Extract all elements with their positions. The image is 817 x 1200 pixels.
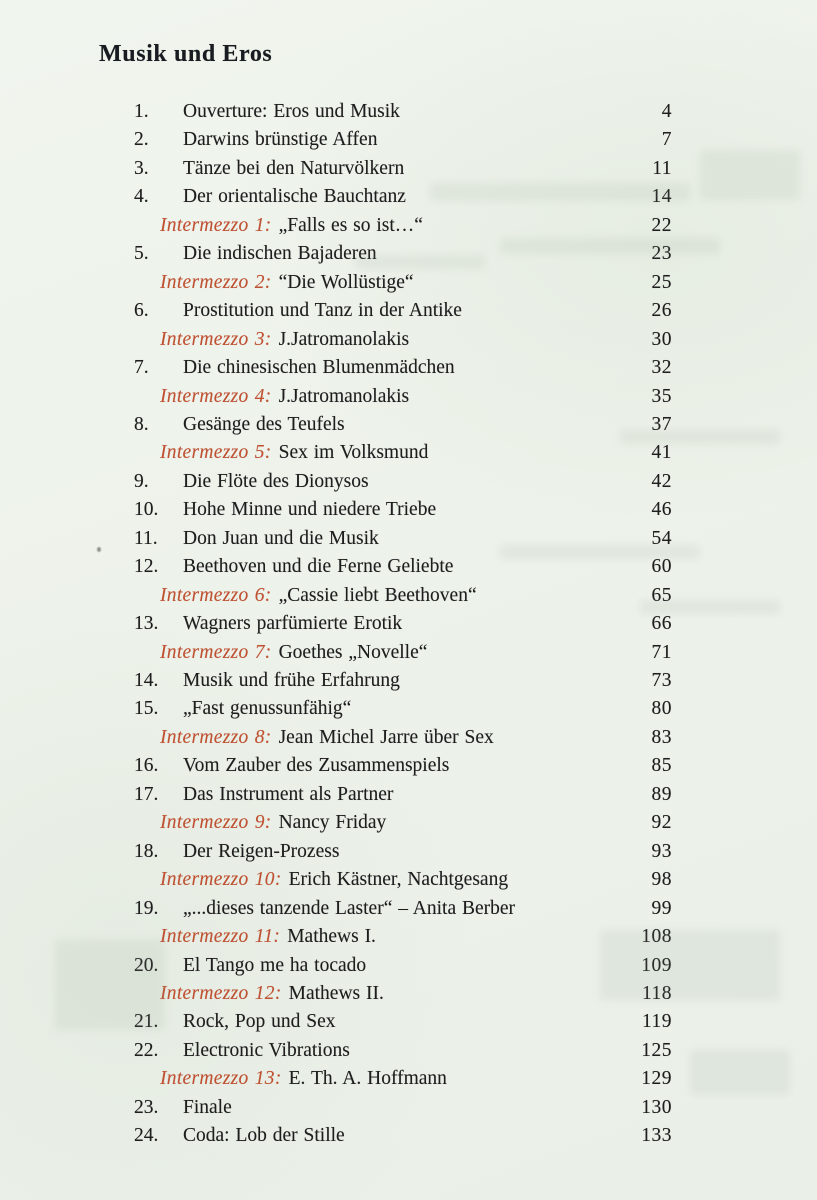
toc-chapter-row <box>0 667 817 695</box>
chapter-title: Der orientalische Bauchtanz <box>183 186 406 208</box>
chapter-number: 9. <box>134 470 149 492</box>
intermezzo-label: Intermezzo 11: <box>160 926 281 948</box>
toc-chapter-row <box>0 525 817 553</box>
chapter-number: 21. <box>134 1011 159 1033</box>
toc-intermezzo-row <box>0 269 817 297</box>
intermezzo-entry <box>160 866 508 894</box>
chapter-title: Vom Zauber des Zusammenspiels <box>183 755 450 777</box>
page-number: 85 <box>651 755 672 777</box>
page-number: 7 <box>661 129 672 151</box>
page-number: 32 <box>651 357 672 379</box>
toc-chapter-row <box>0 695 817 723</box>
chapter-number: 7. <box>134 357 149 379</box>
page-number: 119 <box>641 1011 672 1033</box>
chapter-title: Musik und frühe Erfahrung <box>183 670 400 691</box>
page-title: Musik und Eros <box>99 41 273 67</box>
chapter-number: 16. <box>134 755 159 777</box>
toc-intermezzo-row <box>0 639 817 667</box>
intermezzo-entry <box>160 639 427 667</box>
intermezzo-label: Intermezzo 6: <box>160 584 272 606</box>
toc-chapter-row <box>0 553 817 581</box>
chapter-title: „...dieses tanzende Laster“ – Anita Berber <box>183 897 516 919</box>
page-number: 25 <box>651 271 672 293</box>
chapter-number: 19. <box>134 897 159 919</box>
toc-intermezzo-row <box>0 582 817 610</box>
page-number: 71 <box>651 641 672 663</box>
chapter-title: Das Instrument als Partner <box>183 783 394 805</box>
intermezzo-entry <box>160 582 477 610</box>
chapter-title: Die chinesischen Blumenmädchen <box>183 357 455 379</box>
page-number: 4 <box>661 101 672 122</box>
chapter-number: 3. <box>134 157 149 179</box>
toc-chapter-row <box>0 297 817 325</box>
chapter-title: Die indischen Bajaderen <box>183 243 377 265</box>
intermezzo-title: Goethes „Novelle“ <box>278 641 428 663</box>
toc-intermezzo-row <box>0 724 817 752</box>
chapter-number: 2. <box>134 129 149 151</box>
chapter-number: 17. <box>134 783 159 805</box>
chapter-title: Der Reigen-Prozess <box>183 840 340 862</box>
intermezzo-label: Intermezzo 2: <box>160 271 272 293</box>
chapter-title: El Tango me ha tocado <box>183 954 367 976</box>
chapter-number: 23. <box>134 1096 159 1118</box>
chapter-number: 12. <box>134 556 159 578</box>
intermezzo-entry <box>160 724 494 752</box>
chapter-title: Rock, Pop und Sex <box>183 1011 336 1033</box>
page-number: 99 <box>651 897 672 919</box>
toc-chapter-row <box>0 468 817 496</box>
page-number: 11 <box>652 157 672 179</box>
chapter-title: Darwins brünstige Affen <box>183 129 378 151</box>
chapter-title: Ouverture: Eros und Musik <box>183 101 400 122</box>
intermezzo-title: Mathews II. <box>288 982 384 1004</box>
intermezzo-label: Intermezzo 8: <box>160 726 272 748</box>
toc-chapter-row <box>0 952 817 980</box>
page-number: 73 <box>651 670 672 691</box>
intermezzo-label: Intermezzo 10: <box>160 869 282 891</box>
toc-intermezzo-row <box>0 1065 817 1093</box>
chapter-number: 20. <box>134 954 159 976</box>
page-number: 35 <box>651 385 672 407</box>
toc-intermezzo-row <box>0 439 817 467</box>
chapter-number: 18. <box>134 840 159 862</box>
toc-chapter-row <box>0 411 817 439</box>
intermezzo-title: „Falls es so ist…“ <box>278 214 423 236</box>
intermezzo-title: Erich Kästner, Nachtgesang <box>288 869 509 891</box>
toc-chapter-row <box>0 752 817 780</box>
intermezzo-label: Intermezzo 3: <box>160 328 272 350</box>
page-number: 23 <box>651 243 672 265</box>
intermezzo-title: Nancy Friday <box>278 812 387 834</box>
chapter-number: 22. <box>134 1039 159 1061</box>
page-number: 54 <box>651 527 672 549</box>
chapter-number: 10. <box>134 499 159 521</box>
toc-chapter-row <box>0 1122 817 1150</box>
intermezzo-label: Intermezzo 12: <box>160 982 282 1004</box>
toc-intermezzo-row <box>0 980 817 1008</box>
chapter-title: Finale <box>183 1096 232 1118</box>
page-number: 14 <box>651 186 672 208</box>
chapter-title: Gesänge des Teufels <box>183 413 345 435</box>
intermezzo-entry <box>160 980 384 1008</box>
chapter-number: 24. <box>134 1125 159 1147</box>
intermezzo-label: Intermezzo 4: <box>160 385 272 407</box>
page-number: 93 <box>651 840 672 862</box>
page-number: 109 <box>641 954 672 976</box>
chapter-number: 11. <box>134 527 158 549</box>
toc-chapter-row <box>0 183 817 211</box>
page-number: 60 <box>651 556 672 578</box>
intermezzo-label: Intermezzo 7: <box>160 641 272 663</box>
chapter-title: Die Flöte des Dionysos <box>183 470 369 492</box>
toc-intermezzo-row <box>0 383 817 411</box>
page-number: 92 <box>651 812 672 834</box>
toc-chapter-row <box>0 155 817 183</box>
intermezzo-label: Intermezzo 9: <box>160 812 272 834</box>
page-number: 133 <box>641 1125 672 1147</box>
page-number: 30 <box>651 328 672 350</box>
intermezzo-entry <box>160 326 409 354</box>
intermezzo-label: Intermezzo 13: <box>160 1068 282 1090</box>
chapter-title: Prostitution und Tanz in der Antike <box>183 300 462 322</box>
page-number: 108 <box>641 926 672 948</box>
page-number: 26 <box>651 300 672 322</box>
page-number: 41 <box>651 442 672 464</box>
chapter-number: 13. <box>134 613 159 635</box>
toc-intermezzo-row <box>0 212 817 240</box>
toc-chapter-row <box>0 1008 817 1036</box>
intermezzo-entry <box>160 212 423 240</box>
chapter-number: 8. <box>134 413 149 435</box>
toc-chapter-row <box>0 98 817 126</box>
toc-chapter-row <box>0 610 817 638</box>
page-number: 65 <box>651 584 672 606</box>
toc-chapter-row <box>0 354 817 382</box>
intermezzo-label: Intermezzo 5: <box>160 442 272 464</box>
chapter-title: Wagners parfümierte Erotik <box>183 613 403 635</box>
chapter-title: Tänze bei den Naturvölkern <box>183 157 405 179</box>
page-number: 125 <box>641 1039 672 1061</box>
intermezzo-entry <box>160 923 376 951</box>
intermezzo-title: Mathews I. <box>287 926 376 948</box>
toc-chapter-row <box>0 240 817 268</box>
intermezzo-label: Intermezzo 1: <box>160 214 272 236</box>
chapter-title: Don Juan und die Musik <box>183 527 379 549</box>
page-number: 46 <box>651 499 672 521</box>
page-number: 98 <box>651 869 672 891</box>
toc-chapter-row <box>0 496 817 524</box>
page-number: 37 <box>651 413 672 435</box>
page-number: 80 <box>651 698 672 720</box>
chapter-title: Electronic Vibrations <box>183 1039 350 1061</box>
chapter-title: Coda: Lob der Stille <box>183 1125 345 1147</box>
intermezzo-entry <box>160 269 414 297</box>
page-number: 130 <box>641 1096 672 1118</box>
chapter-number: 1. <box>134 101 149 122</box>
chapter-title: Beethoven und die Ferne Geliebte <box>183 556 454 578</box>
page-number: 83 <box>651 726 672 748</box>
chapter-number: 6. <box>134 300 149 322</box>
chapter-title: „Fast genussunfähig“ <box>183 698 352 720</box>
toc-chapter-row <box>0 126 817 154</box>
page-number: 89 <box>651 783 672 805</box>
page-number: 118 <box>641 982 672 1004</box>
toc-chapter-row <box>0 838 817 866</box>
intermezzo-title: J.Jatromanolakis <box>278 328 410 350</box>
toc-intermezzo-row <box>0 923 817 951</box>
chapter-number: 14. <box>134 670 159 691</box>
page-number: 129 <box>641 1068 672 1090</box>
intermezzo-entry <box>160 383 409 411</box>
toc-chapter-row <box>0 781 817 809</box>
toc-intermezzo-row <box>0 809 817 837</box>
toc-chapter-row <box>0 895 817 923</box>
chapter-number: 4. <box>134 186 149 208</box>
intermezzo-entry <box>160 809 386 837</box>
intermezzo-title: „Cassie liebt Beethoven“ <box>278 584 477 606</box>
toc-intermezzo-row <box>0 866 817 894</box>
page-number: 42 <box>651 470 672 492</box>
intermezzo-title: Sex im Volksmund <box>278 442 429 464</box>
intermezzo-title: E. Th. A. Hoffmann <box>288 1068 447 1090</box>
intermezzo-title: “Die Wollüstige“ <box>278 271 414 293</box>
intermezzo-title: J.Jatromanolakis <box>278 385 410 407</box>
scan-speck-artifact <box>97 547 101 552</box>
page-number: 66 <box>651 613 672 635</box>
intermezzo-entry <box>160 1065 447 1093</box>
chapter-title: Hohe Minne und niedere Triebe <box>183 499 437 521</box>
toc-chapter-row <box>0 1037 817 1065</box>
toc-intermezzo-row <box>0 326 817 354</box>
toc-chapter-row <box>0 1094 817 1122</box>
intermezzo-title: Jean Michel Jarre über Sex <box>278 726 494 748</box>
chapter-number: 5. <box>134 243 149 265</box>
page-number: 22 <box>651 214 672 236</box>
intermezzo-entry <box>160 439 428 467</box>
chapter-number: 15. <box>134 698 159 720</box>
